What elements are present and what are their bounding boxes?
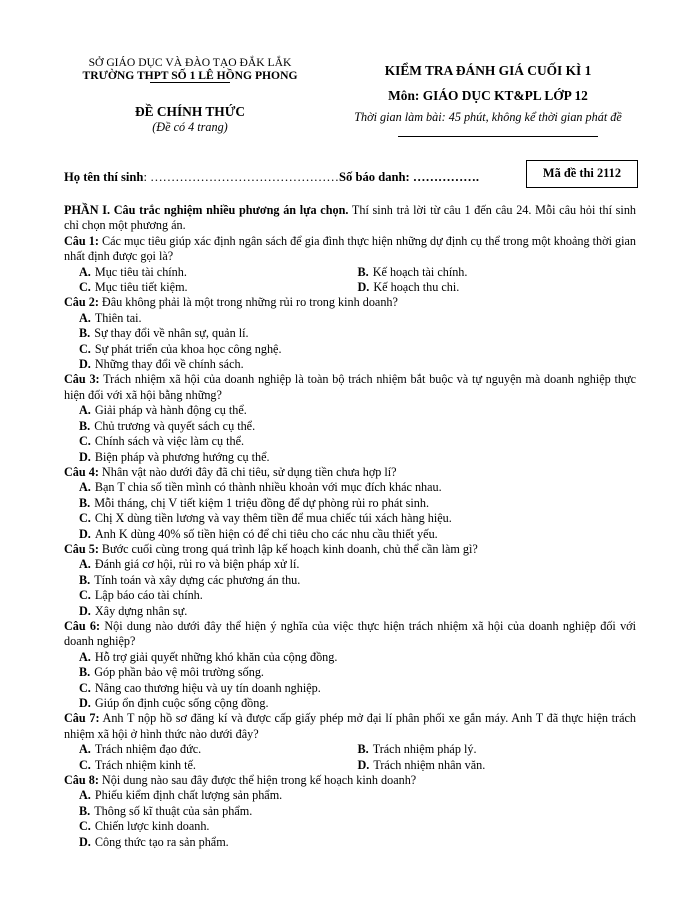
question-stem bbox=[64, 465, 636, 480]
subject-line: Môn: GIÁO DỤC KT&PL LỚP 12 bbox=[388, 88, 588, 103]
question-stem bbox=[64, 234, 636, 265]
question-stem bbox=[64, 711, 636, 742]
option-letter: C. bbox=[79, 280, 91, 295]
answer-option bbox=[79, 573, 636, 588]
option-text: Mục tiêu tiết kiệm. bbox=[94, 280, 188, 295]
answer-option bbox=[79, 265, 358, 280]
option-letter: A. bbox=[79, 403, 91, 418]
option-row bbox=[79, 280, 636, 295]
option-text: Góp phần bảo vệ môi trường sống. bbox=[94, 665, 264, 680]
answer-options bbox=[64, 265, 636, 296]
answer-option bbox=[79, 434, 636, 449]
question-8 bbox=[64, 773, 636, 850]
option-text: Tính toán và xây dựng các phương án thu. bbox=[94, 572, 301, 587]
option-text: Biện pháp và phương hướng cụ thể. bbox=[94, 449, 270, 464]
option-text: Kế hoạch thu chi. bbox=[373, 280, 460, 295]
question-1 bbox=[64, 234, 636, 296]
option-letter: B. bbox=[357, 264, 369, 279]
option-letter: C. bbox=[79, 757, 91, 772]
answer-option bbox=[79, 604, 636, 619]
option-letter: D. bbox=[79, 526, 91, 541]
question-list bbox=[64, 234, 636, 850]
official-label: ĐỀ CHÍNH THỨC bbox=[134, 104, 246, 119]
option-text: Thông số kĩ thuật của sản phẩm. bbox=[94, 803, 253, 818]
question-stem bbox=[64, 295, 636, 310]
question-number: Câu 7: bbox=[64, 711, 100, 726]
question-text: Nội dung nào sau đây được thể hiện trong kế hoạch kinh doanh? bbox=[98, 773, 417, 788]
question-7 bbox=[64, 711, 636, 773]
option-letter: D. bbox=[79, 696, 91, 710]
answer-option bbox=[79, 527, 636, 542]
answer-option bbox=[79, 588, 636, 603]
option-text: Đánh giá cơ hội, rủi ro và biện pháp xử lí. bbox=[94, 557, 300, 572]
option-letter: A. bbox=[79, 480, 91, 495]
option-text: Kế hoạch tài chính. bbox=[372, 264, 468, 279]
question-6 bbox=[64, 619, 636, 711]
question-number: Câu 3: bbox=[64, 372, 100, 387]
option-letter: B. bbox=[79, 418, 91, 433]
answer-option bbox=[79, 804, 636, 819]
exam-content bbox=[64, 203, 636, 850]
option-letter: B. bbox=[79, 803, 91, 818]
question-text: Các mục tiêu giúp xác định ngân sách để gia đình thực hiện những dự định cụ thể trong một khoảng thời gian nhất định được gọi là? bbox=[64, 233, 637, 264]
option-text: Lập báo cáo tài chính. bbox=[94, 588, 203, 603]
answer-option bbox=[79, 758, 358, 773]
part1-title: PHẦN I. Câu trắc nghiệm nhiều phương án lựa chọn. bbox=[64, 203, 349, 217]
answer-options bbox=[64, 311, 636, 373]
answer-option bbox=[79, 557, 636, 572]
school-underline bbox=[150, 82, 230, 83]
option-text: Sự phát triển của khoa học công nghệ. bbox=[94, 341, 282, 356]
answer-option bbox=[79, 342, 636, 357]
option-text: Xây dựng nhân sự. bbox=[94, 603, 188, 618]
option-letter: D. bbox=[357, 280, 370, 295]
department-name: SỞ GIÁO DỤC VÀ ĐÀO TẠO ĐẮK LẮK bbox=[88, 56, 292, 69]
question-5 bbox=[64, 542, 636, 619]
option-text: Hỗ trợ giải quyết những khó khăn của cộng đồng. bbox=[94, 649, 338, 664]
option-row bbox=[79, 742, 636, 757]
option-text: Chiến lược kinh doanh. bbox=[94, 819, 210, 834]
exam-header bbox=[318, 62, 658, 125]
option-text: Trách nhiệm nhân văn. bbox=[373, 757, 486, 772]
question-text: Nhân vật nào dưới đây đã chi tiêu, sử dụng tiền chưa hợp lí? bbox=[98, 464, 397, 479]
option-text: Trách nhiệm đạo đức. bbox=[94, 742, 202, 757]
option-letter: A. bbox=[79, 264, 91, 279]
option-row bbox=[79, 758, 636, 773]
answer-option bbox=[358, 280, 637, 295]
option-letter: B. bbox=[79, 326, 91, 341]
answer-option bbox=[79, 403, 636, 418]
answer-option bbox=[79, 665, 636, 680]
answer-option bbox=[79, 511, 636, 526]
header-rule bbox=[398, 136, 598, 137]
answer-option bbox=[79, 819, 636, 834]
option-letter: C. bbox=[79, 511, 91, 526]
question-number: Câu 4: bbox=[64, 464, 99, 479]
option-text: Anh K dùng 40% số tiền hiện có để chi tiêu cho các nhu cầu thiết yếu. bbox=[94, 526, 438, 541]
question-text: Anh T nộp hồ sơ đăng kí và được cấp giấy phép mở đại lí phân phối xe gắn máy. Anh T đã thực hiện trách nhiệm xã hội ở hình thức nào dưới đây? bbox=[64, 711, 636, 741]
answer-option bbox=[79, 496, 636, 511]
option-text: Những thay đổi về chính sách. bbox=[94, 357, 244, 372]
candidate-info bbox=[64, 170, 479, 185]
option-row bbox=[79, 265, 636, 280]
part1-instructions: Thí sinh trả lời từ câu 1 đến câu 24. Mỗi câu hỏi thí sinh chỉ chọn một phương án. bbox=[64, 203, 637, 233]
answer-option bbox=[358, 742, 637, 757]
answer-options bbox=[64, 742, 636, 773]
question-number: Câu 1: bbox=[64, 233, 99, 248]
option-letter: B. bbox=[79, 665, 91, 680]
option-letter: A. bbox=[79, 649, 91, 664]
option-text: Phiếu kiểm định chất lượng sản phẩm. bbox=[94, 788, 283, 803]
question-number: Câu 2: bbox=[64, 295, 99, 310]
question-3 bbox=[64, 372, 636, 464]
pages-note: (Đề có 4 trang) bbox=[152, 120, 228, 134]
name-label: Họ tên thí sinh bbox=[64, 170, 144, 184]
name-dots: : ……………………………………… bbox=[143, 170, 339, 184]
question-number: Câu 6: bbox=[64, 618, 101, 633]
answer-option bbox=[79, 419, 636, 434]
option-letter: A. bbox=[79, 310, 91, 325]
option-letter: C. bbox=[79, 588, 91, 603]
answer-option bbox=[79, 742, 358, 757]
question-text: Đâu không phải là một trong những rủi ro trong kinh doanh? bbox=[98, 295, 398, 310]
question-text: Bước cuối cùng trong quá trình lập kế hoạch kinh doanh, chủ thể cần làm gì? bbox=[98, 541, 478, 556]
part1-intro bbox=[64, 203, 636, 234]
answer-options bbox=[64, 650, 636, 712]
option-text: Chính sách và việc làm cụ thể. bbox=[94, 434, 245, 449]
option-letter: A. bbox=[79, 557, 91, 572]
option-text: Nâng cao thương hiệu và uy tín doanh nghiệp. bbox=[94, 680, 321, 695]
answer-options bbox=[64, 557, 636, 619]
option-letter: D. bbox=[357, 757, 370, 772]
question-text: Trách nhiệm xã hội của doanh nghiệp là toàn bộ trách nhiệm bắt buộc và tự nguyện mà doanh nghiệp thực hiện đối với xã hội bằng những? bbox=[64, 372, 636, 402]
question-number: Câu 5: bbox=[64, 541, 99, 556]
option-letter: D. bbox=[79, 357, 91, 372]
exam-title: KIỂM TRA ĐÁNH GIÁ CUỐI KÌ 1 bbox=[384, 63, 592, 78]
option-text: Công thức tạo ra sản phẩm. bbox=[94, 834, 229, 849]
question-stem bbox=[64, 372, 636, 403]
time-note: Thời gian làm bài: 45 phút, không kể thời gian phát đề bbox=[354, 110, 622, 124]
question-stem bbox=[64, 773, 636, 788]
option-letter: A. bbox=[79, 742, 91, 757]
exam-code-box: Mã đề thi 2112 bbox=[526, 160, 638, 188]
answer-option bbox=[79, 788, 636, 803]
answer-option bbox=[79, 696, 636, 711]
answer-option bbox=[79, 835, 636, 850]
question-4 bbox=[64, 465, 636, 542]
option-text: Trách nhiệm kinh tế. bbox=[94, 757, 196, 772]
option-letter: D. bbox=[79, 603, 91, 618]
answer-option bbox=[358, 265, 637, 280]
answer-option bbox=[79, 650, 636, 665]
option-text: Chị X dùng tiền lương và vay thêm tiền để mua chiếc túi xách hàng hiệu. bbox=[94, 511, 452, 526]
option-text: Thiên tai. bbox=[94, 310, 142, 325]
answer-options bbox=[64, 403, 636, 465]
option-text: Bạn T chia số tiền mình có thành nhiều khoản với mục đích khác nhau. bbox=[94, 480, 442, 495]
option-text: Trách nhiệm pháp lý. bbox=[372, 742, 477, 757]
answer-options bbox=[64, 480, 636, 542]
option-letter: A. bbox=[79, 788, 91, 803]
answer-option bbox=[79, 480, 636, 495]
option-letter: C. bbox=[79, 434, 91, 449]
answer-option bbox=[79, 450, 636, 465]
option-letter: D. bbox=[79, 449, 91, 464]
answer-option bbox=[79, 357, 636, 372]
option-text: Mục tiêu tài chính. bbox=[94, 264, 187, 279]
id-label: Số báo danh: ……………. bbox=[339, 170, 479, 184]
option-text: Chủ trương và quyết sách cụ thể. bbox=[94, 418, 256, 433]
option-letter: B. bbox=[79, 572, 91, 587]
option-text: Sự thay đổi về nhân sự, quản lí. bbox=[94, 326, 249, 341]
answer-option bbox=[79, 311, 636, 326]
question-2 bbox=[64, 295, 636, 372]
question-number: Câu 8: bbox=[64, 773, 99, 788]
answer-option bbox=[79, 681, 636, 696]
option-letter: C. bbox=[79, 819, 91, 834]
answer-option bbox=[79, 280, 358, 295]
option-letter: C. bbox=[79, 341, 91, 356]
question-stem bbox=[64, 619, 636, 650]
answer-option bbox=[79, 326, 636, 341]
option-letter: D. bbox=[79, 834, 91, 849]
school-header bbox=[50, 56, 330, 135]
option-letter: C. bbox=[79, 680, 91, 695]
question-stem bbox=[64, 542, 636, 557]
answer-options bbox=[64, 788, 636, 850]
school-name: TRƯỜNG THPT SỐ 1 LÊ HỒNG PHONG bbox=[82, 69, 298, 82]
answer-option bbox=[358, 758, 637, 773]
option-letter: B. bbox=[357, 742, 369, 757]
option-text: Giải pháp và hành động cụ thể. bbox=[94, 403, 247, 418]
option-text: Giúp ổn định cuộc sống cộng đồng. bbox=[94, 696, 269, 710]
option-letter: B. bbox=[79, 495, 91, 510]
question-text: Nội dung nào dưới đây thể hiện ý nghĩa của việc thực hiện trách nhiệm xã hội của doanh nghiệp đối với doanh nghiệp? bbox=[64, 618, 636, 649]
option-text: Mỗi tháng, chị V tiết kiệm 1 triệu đồng để dự phòng rủi ro phát sinh. bbox=[94, 495, 430, 510]
